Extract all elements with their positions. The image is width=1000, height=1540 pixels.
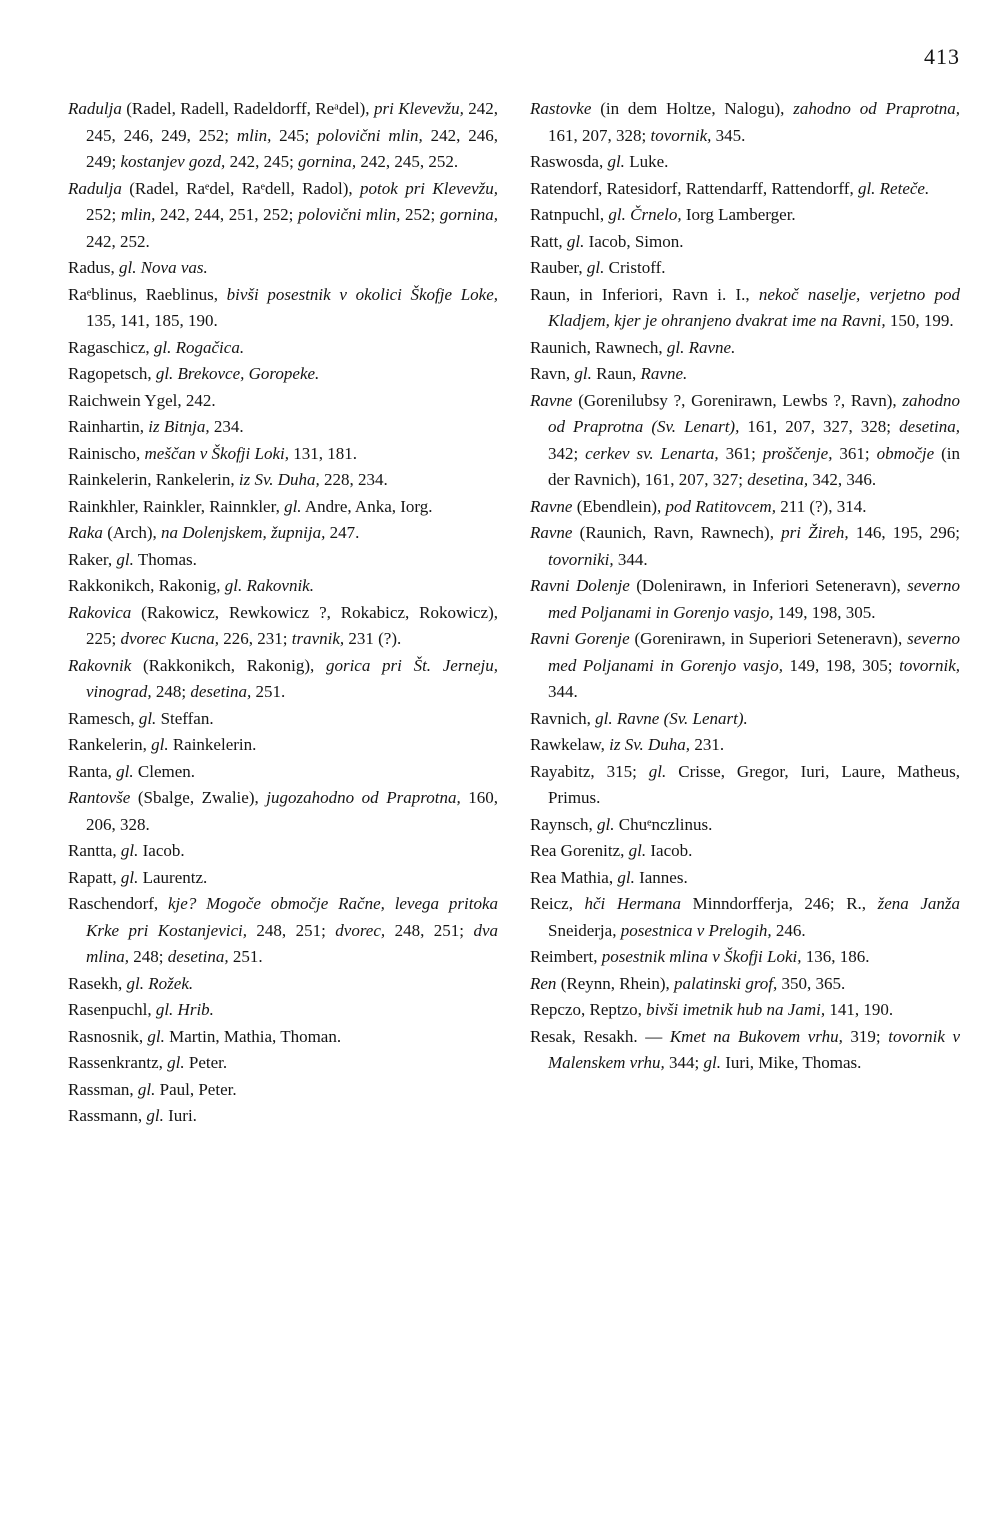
index-entry: Ravne (Ebendlein), pod Ratitovcem, 211 (?), 314. [530,496,867,516]
index-entry: Ravne (Gorenilubsy ?, Gorenirawn, Lewbs ?, Ravn), zahodno od Praprotna (Sv. Lenart), 161, 207, 327, 328; desetina, 342; cerkev sv. Lenarta, 361; proščenje, 361; območje (in der Ravnich), 161, 207, 327; desetina, 342, 346. [530,390,960,489]
index-entry: Rantta, gl. Iacob. [68,841,185,860]
index-entry: Raynsch, gl. Chuᵉnczlinus. [530,814,713,834]
index-entry: Raka (Arch), na Dolenjskem, župnija, 247. [68,523,360,542]
index-entry: Rastovke (in dem Holtze, Nalogu), zahodno od Praprotna, 161, 207, 328; tovornik, 345. [530,99,960,145]
index-entry: Raichwein Ygel, 242. [68,390,216,410]
index-entry: Raun, in Inferiori, Ravn i. I., nekoč naselje, verjetno pod Kladjem, kjer je ohranjeno dvakrat ime na Ravni, 150, 199. [530,284,960,330]
index-entry: Reicz, hči Hermana Minndorfferja, 246; R., žena Janža Sneiderja, posestnica v Prelogih, 246. [530,894,960,940]
index-entry: Rainkhler, Rainkler, Rainnkler, gl. Andre, Anka, Iorg. [68,496,433,516]
index-entry: Raker, gl. Thomas. [68,549,197,569]
index-entry: Rainhartin, iz Bitnja, 234. [68,417,244,436]
index-entry: Raswosda, gl. Luke. [530,152,669,171]
index-entry: Rassmann, gl. Iuri. [68,1106,197,1125]
index-entry: Ratt, gl. Iacob, Simon. [530,231,684,251]
index-entry: Ravn, gl. Raun, Ravne. [530,364,688,383]
index-entry: Ren (Reynn, Rhein), palatinski grof, 350, 365. [530,973,846,993]
index-entry: Raᵉblinus, Raeblinus, bivši posestnik v okolici Škofje Loke, 135, 141, 185, 190. [68,284,499,330]
index-entry: Rakkonikch, Rakonig, gl. Rakovnik. [68,576,314,595]
index-entry: Ravne (Raunich, Ravn, Rawnech), pri Žireh, 146, 195, 296; tovorniki, 344. [530,523,960,569]
index-entry: Raunich, Rawnech, gl. Ravne. [530,337,736,357]
index-entry: Ratendorf, Ratesidorf, Rattendarff, Rattendorff, gl. Reteče. [530,178,930,198]
index-entry: Ratnpuchl, gl. Črnelo, Iorg Lamberger. [530,205,796,224]
index-entry: Rantovše (Sbalge, Zwalie), jugozahodno od Praprotna, 160, 206, 328. [68,788,498,834]
index-entry: Rankelerin, gl. Rainkelerin. [68,735,257,754]
index-entry: Resak, Resakh. — Kmet na Bukovem vrhu, 319; tovornik v Malenskem vrhu, 344; gl. Iuri, Mike, Thomas. [530,1026,960,1072]
index-entry: Rainischo, meščan v Škofji Loki, 131, 181. [68,443,357,463]
index-entry: Ragaschicz, gl. Rogačica. [68,337,245,357]
index-entry: Ramesch, gl. Steffan. [68,708,214,728]
index-entry: Rasekh, gl. Rožek. [68,973,194,993]
index-entry: Reimbert, posestnik mlina v Škofji Loki, 136, 186. [530,947,870,966]
index-entry: Rainkelerin, Rankelerin, iz Sv. Duha, 228, 234. [68,470,388,489]
index-entry: Ravni Dolenje (Dolenirawn, in Inferiori Seteneravn), severno med Poljanami in Gorenjo vasjo, 149, 198, 305. [530,576,960,622]
index-entry: Raschendorf, kje? Mogoče območje Račne, levega pritoka Krke pri Kostanjevici, 248, 251; dvorec, 248, 251; dva mlina, 248; desetina, 251. [68,894,498,966]
index-entry: Radulja (Radel, Raᵉdel, Raᵉdell, Radol), potok pri Klevevžu, 252; mlin, 242, 244, 251, 252; polovični mlin, 252; gornina, 242, 252. [68,178,499,251]
index-entry: Repczo, Reptzo, bivši imetnik hub na Jami, 141, 190. [530,1000,894,1019]
index-entry: Rawkelaw, iz Sv. Duha, 231. [530,735,725,754]
index-entry: Ravnich, gl. Ravne (Sv. Lenart). [530,708,748,728]
index-entry: Rayabitz, 315; gl. Crisse, Gregor, Iuri, Laure, Matheus, Primus. [530,761,960,807]
index-entry: Rasenpuchl, gl. Hrib. [68,1000,214,1019]
index-entry: Radulja (Radel, Radell, Radeldorff, Reᵃdel), pri Klevevžu, 242, 245, 246, 249, 252; mlin, 245; polovični mlin, 242, 246, 249; kostanjev gozd, 242, 245; gornina, 242, 245, 252. [68,99,499,171]
index-entry: Rea Mathia, gl. Iannes. [530,867,688,887]
index-entry: Rauber, gl. Cristoff. [530,258,666,277]
index-entry: Rea Gorenitz, gl. Iacob. [530,841,693,860]
right-column [530,96,960,1077]
index-entry: Ragopetsch, gl. Brekovce, Goropeke. [68,364,320,383]
index-entry: Ravni Gorenje (Gorenirawn, in Superiori Seteneravn), severno med Poljanami in Gorenjo vasjo, 149, 198, 305; tovornik, 344. [530,629,960,701]
index-entry: Rasnosnik, gl. Martin, Mathia, Thoman. [68,1026,342,1046]
left-column [68,96,498,1130]
index-entry: Ranta, gl. Clemen. [68,761,196,781]
index-entry: Radus, gl. Nova vas. [68,258,208,277]
index-entry: Rassman, gl. Paul, Peter. [68,1079,237,1099]
index-entry: Rapatt, gl. Laurentz. [68,867,208,887]
index-entry: Rassenkrantz, gl. Peter. [68,1053,228,1072]
index-entry: Rakovica (Rakowicz, Rewkowicz ?, Rokabicz, Rokowicz), 225; dvorec Kucna, 226, 231; travnik, 231 (?). [68,602,498,648]
index-entry: Rakovnik (Rakkonikch, Rakonig), gorica pri Št. Jerneju, vinograd, 248; desetina, 251. [68,655,498,701]
page-number: 413 [924,44,960,69]
